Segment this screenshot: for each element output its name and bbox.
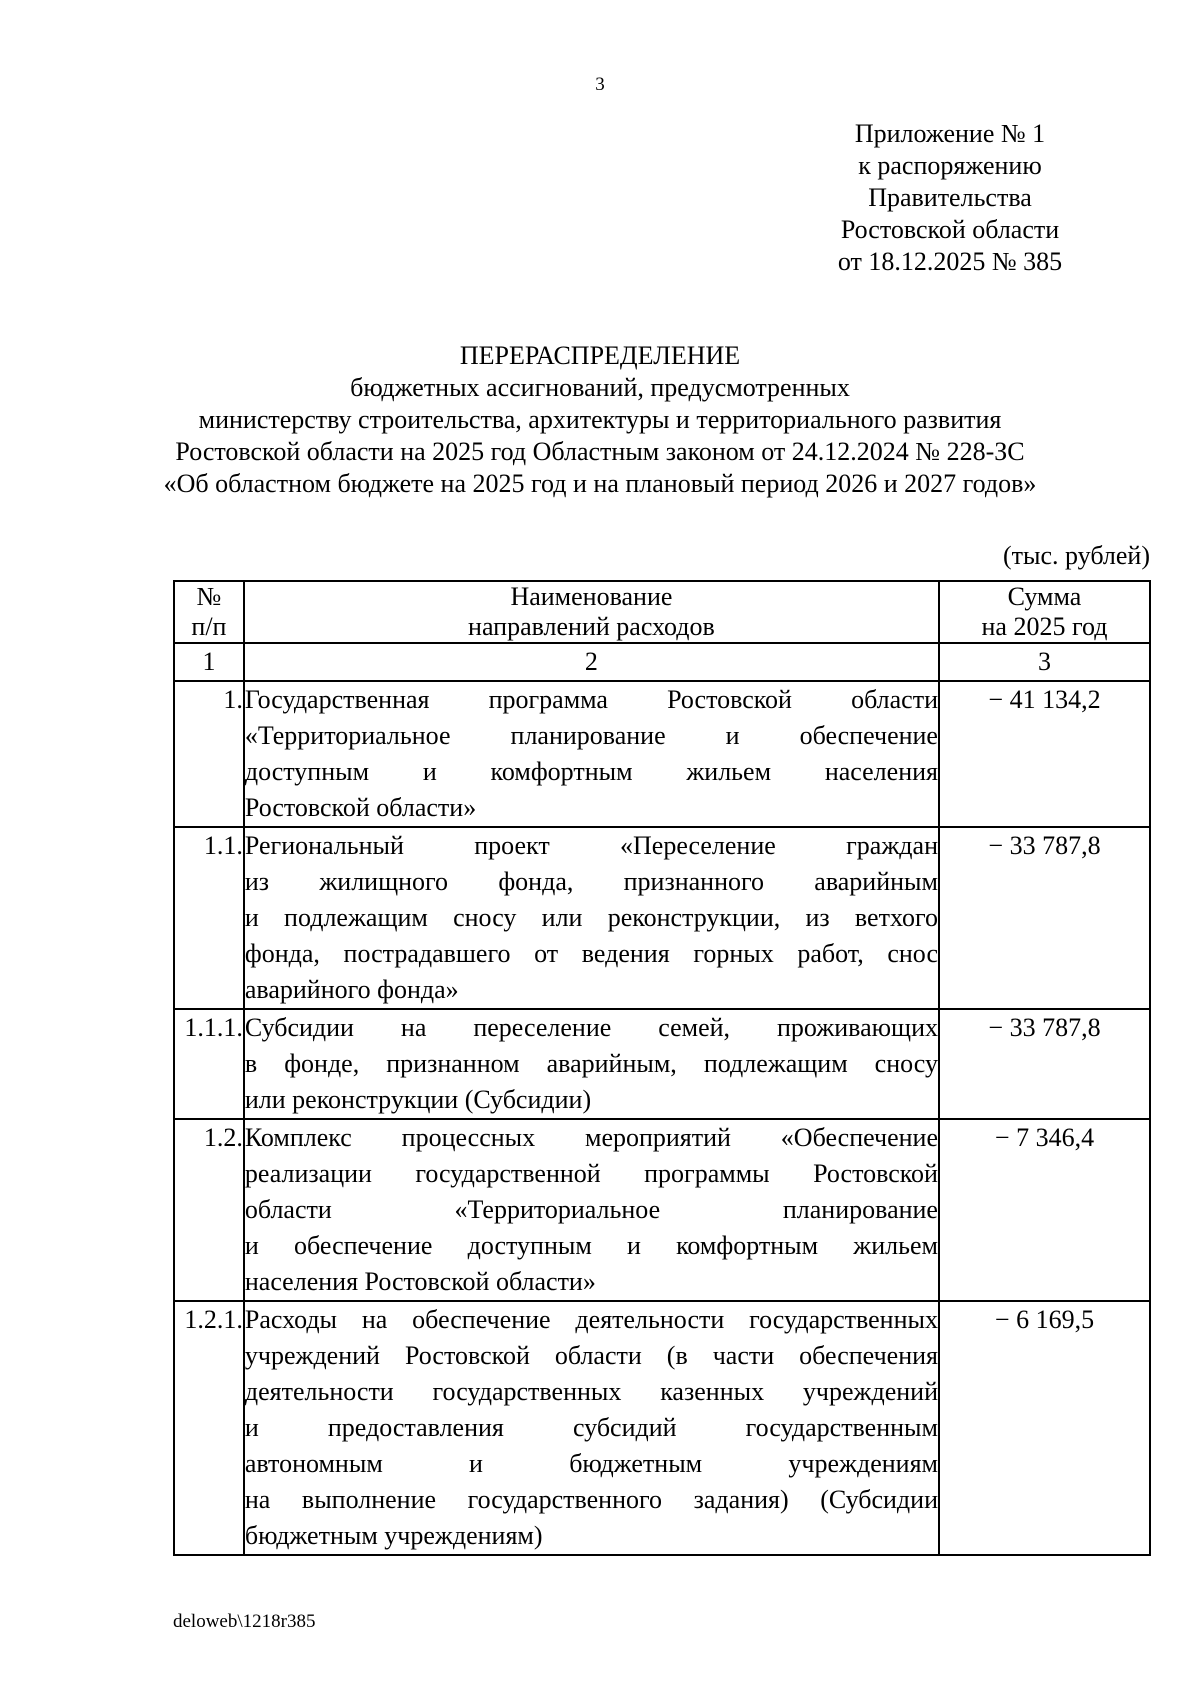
title-line: бюджетных ассигнований, предусмотренных	[350, 373, 850, 402]
row-name-line: Комплекс процессных мероприятий «Обеспечение	[244, 1123, 938, 1152]
header-amount: Сумма на 2025 год	[939, 581, 1150, 643]
row-name-line: и предоставления субсидий государственным	[244, 1413, 938, 1442]
row-name-line: Расходы на обеспечение деятельности государственных	[244, 1305, 938, 1334]
row-number: 1.2.	[174, 1119, 244, 1301]
row-amount: − 7 346,4	[939, 1119, 1150, 1301]
appendix-line: к распоряжению	[858, 151, 1042, 180]
row-amount: − 41 134,2	[939, 681, 1150, 827]
row-name	[244, 1301, 939, 1555]
appendix-line: Ростовской области	[840, 215, 1060, 244]
row-name-line: Региональный проект «Переселение граждан	[244, 831, 938, 860]
table-row	[174, 1119, 1150, 1301]
row-name-line: Субсидии на переселение семей, проживающих	[244, 1013, 938, 1042]
title-heading: ПЕРЕРАСПРЕДЕЛЕНИЕ	[459, 341, 741, 370]
row-number: 1.	[174, 681, 244, 827]
table-row	[174, 681, 1150, 827]
column-number: 1	[174, 643, 244, 681]
table-body	[174, 681, 1150, 1555]
title-line: Ростовской области на 2025 год Областным законом от 24.12.2024 № 228-ЗС	[175, 437, 1025, 466]
row-name-line: реализации государственной программы Ростовской	[244, 1159, 938, 1188]
row-name-line: Ростовской области»	[244, 793, 477, 822]
appendix-line: Приложение № 1	[854, 119, 1046, 148]
table-header-row	[174, 581, 1150, 643]
row-name-line: из жилищного фонда, признанного аварийным	[244, 867, 938, 896]
row-amount: − 6 169,5	[939, 1301, 1150, 1555]
row-name-line: в фонде, признанном аварийным, подлежащим сносу	[244, 1049, 938, 1078]
row-name-line: учреждений Ростовской области (в части обеспечения	[244, 1341, 938, 1370]
title-line: «Об областном бюджете на 2025 год и на плановый период 2026 и 2027 годов»	[163, 469, 1037, 498]
table-row	[174, 1301, 1150, 1555]
table-row	[174, 827, 1150, 1009]
row-name	[244, 827, 939, 1009]
row-name-line: или реконструкции (Субсидии)	[244, 1085, 592, 1114]
header-number: № п/п	[174, 581, 244, 643]
row-name-line: «Территориальное планирование и обеспечение	[244, 721, 938, 750]
row-name-line: аварийного фонда»	[244, 975, 459, 1004]
appendix-line: от 18.12.2025 № 385	[837, 247, 1063, 276]
document-title	[0, 340, 1200, 500]
row-name	[244, 681, 939, 827]
row-name-line: деятельности государственных казенных учреждений	[244, 1377, 938, 1406]
row-name	[244, 1119, 939, 1301]
units-label: (тыс. рублей)	[1002, 541, 1150, 570]
header-name: Наименование направлений расходов	[244, 581, 939, 643]
row-name-line: доступным и комфортным жильем населения	[244, 757, 938, 786]
row-name-line: бюджетным учреждениям)	[244, 1521, 543, 1550]
row-number: 1.1.	[174, 827, 244, 1009]
appendix-line: Правительства	[868, 183, 1032, 212]
column-numbers-row	[174, 643, 1150, 681]
row-name-line: области «Территориальное планирование	[244, 1195, 938, 1224]
page-number: 3	[595, 74, 605, 95]
row-name	[244, 1009, 939, 1119]
title-line: министерству строительства, архитектуры и территориального развития	[198, 405, 1002, 434]
row-name-line: фонда, пострадавшего от ведения горных работ, снос	[244, 939, 938, 968]
row-name-line: и подлежащим сносу или реконструкции, из ветхого	[244, 903, 938, 932]
row-name-line: автономным и бюджетным учреждениям	[244, 1449, 938, 1478]
row-name-line: и обеспечение доступным и комфортным жильем	[244, 1231, 938, 1260]
row-number: 1.1.1.	[174, 1009, 244, 1119]
row-amount: − 33 787,8	[939, 827, 1150, 1009]
appendix-block	[760, 118, 1140, 278]
table-row	[174, 1009, 1150, 1119]
column-number: 3	[939, 643, 1150, 681]
column-number: 2	[244, 643, 939, 681]
row-name-line: Государственная программа Ростовской области	[244, 685, 938, 714]
row-amount: − 33 787,8	[939, 1009, 1150, 1119]
row-number: 1.2.1.	[174, 1301, 244, 1555]
row-name-line: населения Ростовской области»	[244, 1267, 596, 1296]
row-name-line: на выполнение государственного задания) (Субсидии	[244, 1485, 938, 1514]
budget-table	[173, 580, 1151, 1556]
document-footer-id: deloweb\1218r385	[173, 1611, 316, 1632]
